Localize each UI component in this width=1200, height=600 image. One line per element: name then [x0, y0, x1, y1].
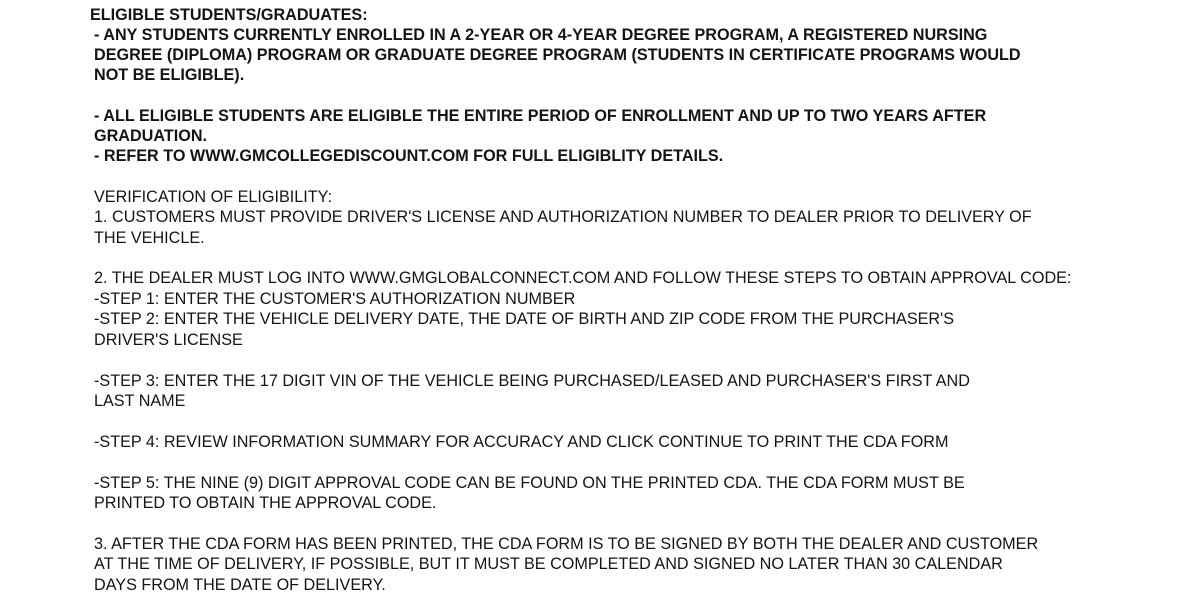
eligibility-bullet-1-line-1: - ANY STUDENTS CURRENTLY ENROLLED IN A 2-YEAR OR 4-YEAR DEGREE PROGRAM, A REGISTERED NURSING — [94, 26, 988, 44]
eligibility-bullet-1-line-3: NOT BE ELIGIBLE). — [94, 66, 245, 84]
verification-step-3-line-2: LAST NAME — [94, 392, 186, 410]
verification-item-1-line-2: THE VEHICLE. — [94, 229, 205, 247]
verification-item-3-line-3: DAYS FROM THE DATE OF DELIVERY. — [94, 576, 386, 594]
verification-step-5-line-2: PRINTED TO OBTAIN THE APPROVAL CODE. — [94, 494, 437, 512]
verification-item-3-line-2: AT THE TIME OF DELIVERY, IF POSSIBLE, BUT IT MUST BE COMPLETED AND SIGNED NO LATER THAN 30 CALENDAR — [94, 555, 1003, 573]
eligibility-bullet-2-line-2: GRADUATION. — [94, 127, 208, 145]
verification-step-2-line-1: -STEP 2: ENTER THE VEHICLE DELIVERY DATE, THE DATE OF BIRTH AND ZIP CODE FROM THE PURCHASER'S — [94, 310, 955, 328]
verification-item-1-line-1: 1. CUSTOMERS MUST PROVIDE DRIVER'S LICENSE AND AUTHORIZATION NUMBER TO DEALER PRIOR TO DELIVERY OF — [94, 208, 1032, 226]
verification-step-4: -STEP 4: REVIEW INFORMATION SUMMARY FOR ACCURACY AND CLICK CONTINUE TO PRINT THE CDA FORM — [94, 433, 949, 451]
verification-item-3-line-1: 3. AFTER THE CDA FORM HAS BEEN PRINTED, THE CDA FORM IS TO BE SIGNED BY BOTH THE DEALER AND CUSTOMER — [94, 535, 1039, 553]
verification-step-2-line-2: DRIVER'S LICENSE — [94, 331, 243, 349]
verification-step-5-line-1: -STEP 5: THE NINE (9) DIGIT APPROVAL CODE CAN BE FOUND ON THE PRINTED CDA. THE CDA FORM MUST BE — [94, 474, 965, 492]
eligibility-bullet-2-line-1: - ALL ELIGIBLE STUDENTS ARE ELIGIBLE THE ENTIRE PERIOD OF ENROLLMENT AND UP TO TWO YEARS AFTER — [94, 107, 987, 125]
eligibility-bullet-1-line-2: DEGREE (DIPLOMA) PROGRAM OR GRADUATE DEGREE PROGRAM (STUDENTS IN CERTIFICATE PROGRAMS WOULD — [94, 46, 1021, 64]
verification-step-1: -STEP 1: ENTER THE CUSTOMER'S AUTHORIZATION NUMBER — [94, 290, 576, 308]
verification-item-2-line-1: 2. THE DEALER MUST LOG INTO WWW.GMGLOBALCONNECT.COM AND FOLLOW THESE STEPS TO OBTAIN APPROVAL CODE: — [94, 269, 1072, 287]
eligible-students-heading: ELIGIBLE STUDENTS/GRADUATES: — [90, 6, 368, 24]
verification-step-3-line-1: -STEP 3: ENTER THE 17 DIGIT VIN OF THE VEHICLE BEING PURCHASED/LEASED AND PURCHASER'S FIRST AND — [94, 372, 970, 390]
eligibility-bullet-3: - REFER TO WWW.GMCOLLEGEDISCOUNT.COM FOR FULL ELIGIBLITY DETAILS. — [94, 147, 724, 165]
verification-heading: VERIFICATION OF ELIGIBILITY: — [94, 188, 333, 206]
